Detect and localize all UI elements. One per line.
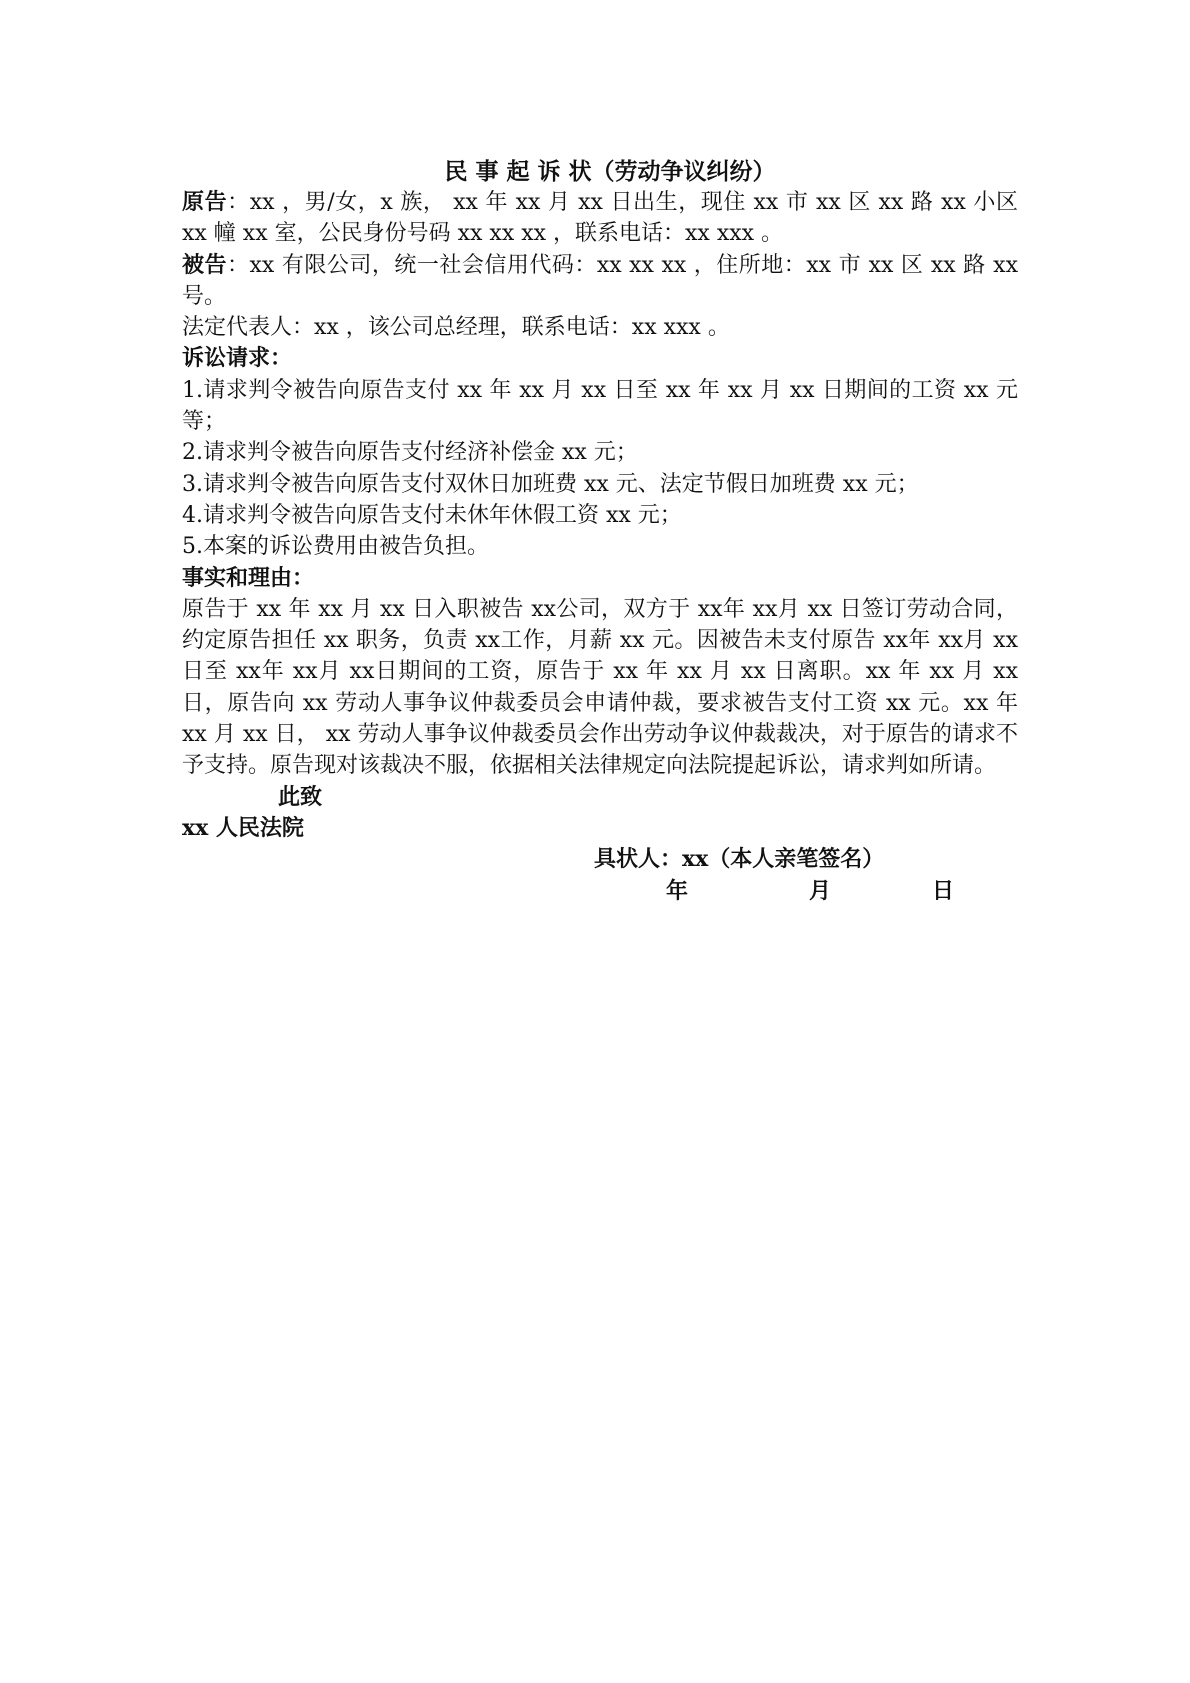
- plaintiff-paragraph: [182, 187, 1018, 250]
- document-body: [182, 156, 1018, 908]
- facts-heading: 事实和理由：: [182, 564, 315, 591]
- date-day-label: 日: [932, 877, 955, 904]
- claim-item-4: 4.请求判令被告向原告支付未休年休假工资 xx 元；: [182, 502, 682, 528]
- date-year-label: 年: [666, 877, 689, 904]
- claim-item-2: 2.请求判令被告向原告支付经济补偿金 xx 元；: [182, 440, 638, 466]
- defendant-paragraph: [182, 250, 1018, 313]
- facts-paragraph: 原告于 xx 年 xx 月 xx 日入职被告 xx公司，双方于 xx年 xx月 xx 日签订劳动合同，约定原告担任 xx 职务，负责 xx工作，月薪 xx 元。因被告未支付原告 xx年 xx月 xx日至 xx年 xx月 xx日期间的工资，原告于 xx 年 xx 月 xx 日离职。xx 年 xx 月 xx 日，原告向 xx 劳动人事争议仲裁委员会申请仲裁，要求被告支付工资 xx 元。xx 年 xx 月 xx 日， xx 劳动人事争议仲裁委员会作出劳动争议仲裁裁决，对于原告的请求不予支持。原告现对该裁决不服，依据相关法律规定向法院提起诉讼，请求判如所请。: [182, 596, 1018, 779]
- plaintiff-text: ：xx ，男/女，x 族， xx 年 xx 月 xx 日出生，现住 xx 市 xx 区 xx 路 xx 小区 xx 幢 xx 室，公民身份号码 xx xx xx ，联系电话：xx xxx 。: [182, 190, 1018, 247]
- claim-item-1: 1.请求判令被告向原告支付 xx 年 xx 月 xx 日至 xx 年 xx 月 xx 日期间的工资 xx 元等；: [182, 377, 1018, 435]
- defendant-label: 被告: [182, 251, 228, 278]
- salutation: 此致: [278, 783, 323, 810]
- claim-item-3: 3.请求判令被告向原告支付双休日加班费 xx 元、法定节假日加班费 xx 元；: [182, 471, 919, 497]
- signature-date: [182, 876, 1018, 908]
- signer-line: 具状人：xx（本人亲笔签名）: [594, 846, 885, 873]
- date-month-label: 月: [809, 877, 832, 904]
- legal-representative-line: 法定代表人：xx ，该公司总经理，联系电话：xx xxx 。: [182, 315, 730, 341]
- claim-item-5: 5.本案的诉讼费用由被告负担。: [182, 534, 489, 560]
- defendant-text: ：xx 有限公司，统一社会信用代码：xx xx xx ，住所地：xx 市 xx 区 xx 路 xx 号。: [182, 252, 1018, 309]
- document-title: 民 事 起 诉 状（劳动争议纠纷）: [444, 158, 776, 185]
- claims-heading: 诉讼请求：: [182, 345, 293, 372]
- plaintiff-label: 原告: [182, 189, 228, 215]
- court-name: xx 人民法院: [182, 814, 304, 841]
